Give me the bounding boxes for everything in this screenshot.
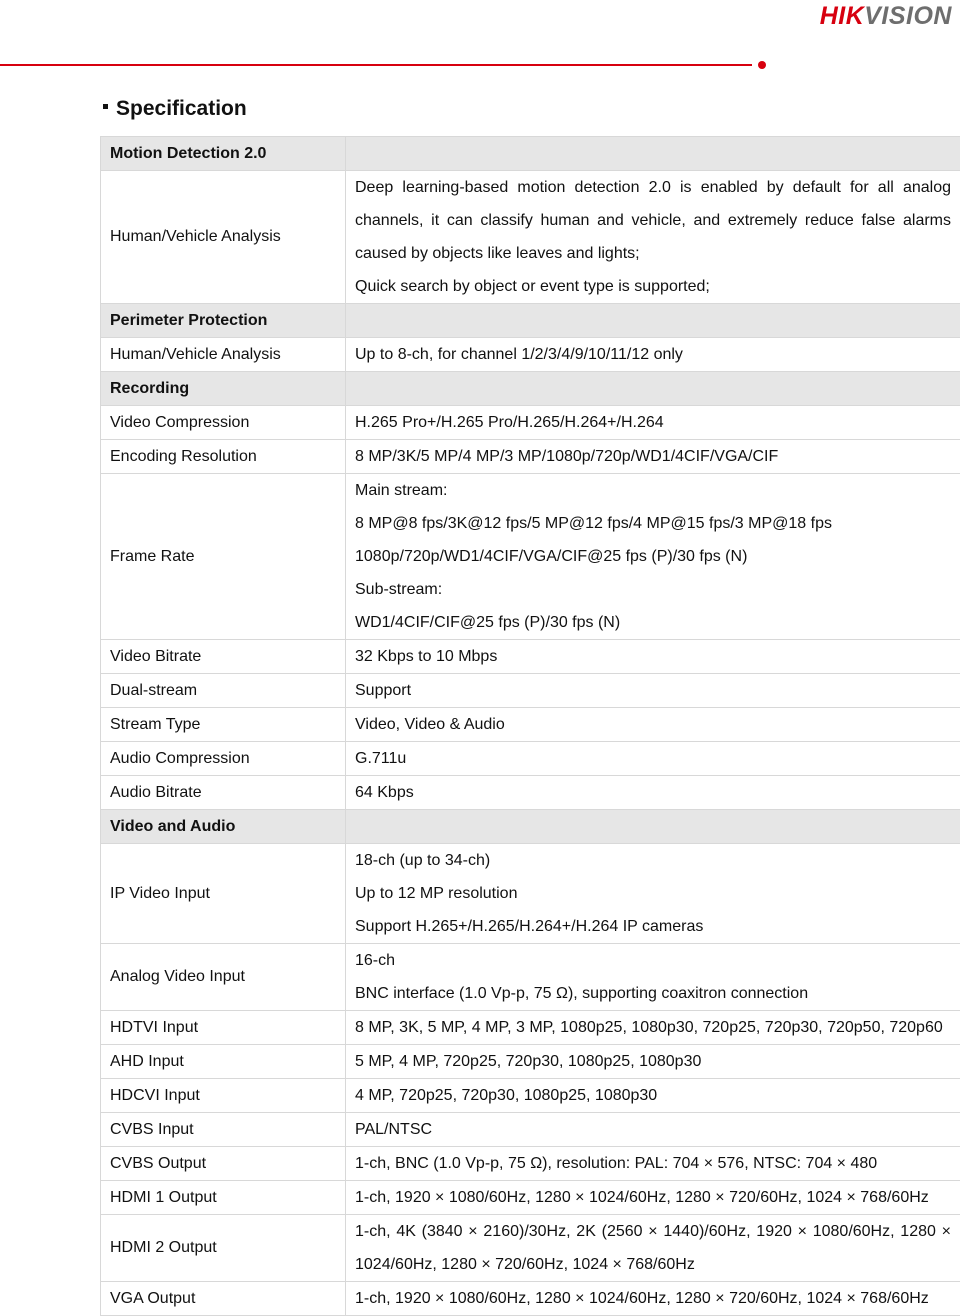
spec-table	[100, 136, 960, 1316]
section-header-title: Video and Audio	[101, 810, 346, 844]
spec-value-line: Up to 12 MP resolution	[355, 877, 951, 910]
spec-label: IP Video Input	[101, 844, 346, 944]
spec-value-line: 8 MP@8 fps/3K@12 fps/5 MP@12 fps/4 MP@15 fps/3 MP@18 fps	[355, 507, 951, 540]
spec-value-line: Up to 8-ch, for channel 1/2/3/4/9/10/11/12 only	[355, 338, 951, 371]
spec-value-line: PAL/NTSC	[355, 1113, 951, 1146]
section-header-motion-detection-2-0	[101, 137, 960, 171]
spec-row-vga-output	[101, 1282, 960, 1316]
spec-value-line: G.711u	[355, 742, 951, 775]
logo-text-hik: HIK	[820, 2, 865, 30]
spec-label: HDTVI Input	[101, 1011, 346, 1045]
spec-row-cvbs-input	[101, 1113, 960, 1147]
spec-row-hdmi-2-output	[101, 1215, 960, 1282]
spec-row-ip-video-input	[101, 844, 960, 944]
spec-value	[346, 844, 960, 944]
spec-row-analog-video-input	[101, 944, 960, 1011]
spec-label: VGA Output	[101, 1282, 346, 1316]
spec-value-line: 1-ch, BNC (1.0 Vp-p, 75 Ω), resolution: PAL: 704 × 576, NTSC: 704 × 480	[355, 1147, 951, 1180]
spec-value	[346, 1282, 960, 1316]
spec-label: Human/Vehicle Analysis	[101, 338, 346, 372]
section-header-blank	[346, 304, 960, 338]
spec-value-line: Video, Video & Audio	[355, 708, 951, 741]
page-title-text: Specification	[116, 97, 247, 120]
spec-value-line: 4 MP, 720p25, 720p30, 1080p25, 1080p30	[355, 1079, 951, 1112]
spec-value	[346, 406, 960, 440]
spec-value	[346, 338, 960, 372]
section-header-title: Perimeter Protection	[101, 304, 346, 338]
spec-row-hdcvi-input	[101, 1079, 960, 1113]
spec-value-line: BNC interface (1.0 Vp-p, 75 Ω), supporting coaxitron connection	[355, 977, 951, 1010]
spec-value	[346, 674, 960, 708]
spec-row-frame-rate	[101, 474, 960, 640]
spec-label: Encoding Resolution	[101, 440, 346, 474]
section-header-perimeter-protection	[101, 304, 960, 338]
spec-value-line: 18-ch (up to 34-ch)	[355, 844, 951, 877]
spec-row-video-compression	[101, 406, 960, 440]
spec-value-line: 8 MP, 3K, 5 MP, 4 MP, 3 MP, 1080p25, 1080p30, 720p25, 720p30, 720p50, 720p60	[355, 1011, 951, 1044]
spec-value-line: 5 MP, 4 MP, 720p25, 720p30, 1080p25, 1080p30	[355, 1045, 951, 1078]
spec-label: HDMI 2 Output	[101, 1215, 346, 1282]
section-header-blank	[346, 137, 960, 171]
spec-value-line: 16-ch	[355, 944, 951, 977]
header-divider	[0, 64, 752, 66]
spec-value	[346, 440, 960, 474]
section-header-title: Motion Detection 2.0	[101, 137, 346, 171]
spec-row-audio-bitrate	[101, 776, 960, 810]
logo-text-vision: VISION	[864, 2, 952, 30]
section-header-recording	[101, 372, 960, 406]
spec-value-line: Sub-stream:	[355, 573, 951, 606]
hikvision-logo	[820, 2, 952, 30]
spec-value-line: 1-ch, 1920 × 1080/60Hz, 1280 × 1024/60Hz, 1280 × 720/60Hz, 1024 × 768/60Hz	[355, 1181, 951, 1214]
spec-value	[346, 776, 960, 810]
spec-label: Audio Bitrate	[101, 776, 346, 810]
spec-value-line: 32 Kbps to 10 Mbps	[355, 640, 951, 673]
spec-row-audio-compression	[101, 742, 960, 776]
spec-label: Human/Vehicle Analysis	[101, 171, 346, 304]
spec-label: CVBS Output	[101, 1147, 346, 1181]
spec-value-paragraph: 1-ch, 4K (3840 × 2160)/30Hz, 2K (2560 × 1440)/60Hz, 1920 × 1080/60Hz, 1280 × 1024/60Hz, 1280 × 720/60Hz, 1024 × 768/60Hz	[355, 1215, 951, 1281]
spec-value	[346, 1079, 960, 1113]
page-title	[103, 96, 247, 122]
section-header-title: Recording	[101, 372, 346, 406]
spec-value-line: 64 Kbps	[355, 776, 951, 809]
header-divider-dot	[758, 61, 766, 69]
spec-value	[346, 1215, 960, 1282]
spec-label: Video Compression	[101, 406, 346, 440]
spec-value	[346, 944, 960, 1011]
spec-value-line: Support	[355, 674, 951, 707]
spec-label: CVBS Input	[101, 1113, 346, 1147]
spec-row-hdtvi-input	[101, 1011, 960, 1045]
spec-row-human-vehicle-analysis	[101, 338, 960, 372]
spec-row-encoding-resolution	[101, 440, 960, 474]
spec-value-line: Main stream:	[355, 474, 951, 507]
spec-row-cvbs-output	[101, 1147, 960, 1181]
spec-label: HDCVI Input	[101, 1079, 346, 1113]
spec-value-paragraph: Deep learning-based motion detection 2.0 is enabled by default for all analog channels, it can classify human and vehicle, and extremely reduce false alarms caused by objects like leaves and lights;	[355, 171, 951, 270]
section-header-video-and-audio	[101, 810, 960, 844]
spec-label: HDMI 1 Output	[101, 1181, 346, 1215]
spec-value-line: 1080p/720p/WD1/4CIF/VGA/CIF@25 fps (P)/30 fps (N)	[355, 540, 951, 573]
spec-label: Stream Type	[101, 708, 346, 742]
spec-label: Frame Rate	[101, 474, 346, 640]
spec-row-video-bitrate	[101, 640, 960, 674]
spec-value	[346, 171, 960, 304]
spec-value	[346, 474, 960, 640]
spec-label: AHD Input	[101, 1045, 346, 1079]
spec-label: Video Bitrate	[101, 640, 346, 674]
spec-value	[346, 708, 960, 742]
spec-row-human-vehicle-analysis	[101, 171, 960, 304]
spec-value	[346, 1011, 960, 1045]
section-header-blank	[346, 372, 960, 406]
spec-row-stream-type	[101, 708, 960, 742]
spec-row-ahd-input	[101, 1045, 960, 1079]
bullet-icon	[103, 104, 108, 109]
spec-value	[346, 1181, 960, 1215]
spec-value	[346, 640, 960, 674]
spec-value	[346, 1113, 960, 1147]
spec-value-line: WD1/4CIF/CIF@25 fps (P)/30 fps (N)	[355, 606, 951, 639]
spec-value-line: H.265 Pro+/H.265 Pro/H.265/H.264+/H.264	[355, 406, 951, 439]
section-header-blank	[346, 810, 960, 844]
spec-value	[346, 1147, 960, 1181]
spec-value-line: Quick search by object or event type is supported;	[355, 270, 951, 303]
spec-value-line: Support H.265+/H.265/H.264+/H.264 IP cameras	[355, 910, 951, 943]
spec-value	[346, 742, 960, 776]
spec-label: Dual-stream	[101, 674, 346, 708]
spec-value-line: 8 MP/3K/5 MP/4 MP/3 MP/1080p/720p/WD1/4CIF/VGA/CIF	[355, 440, 951, 473]
spec-value-line: 1-ch, 1920 × 1080/60Hz, 1280 × 1024/60Hz, 1280 × 720/60Hz, 1024 × 768/60Hz	[355, 1282, 951, 1315]
spec-label: Analog Video Input	[101, 944, 346, 1011]
spec-row-hdmi-1-output	[101, 1181, 960, 1215]
spec-row-dual-stream	[101, 674, 960, 708]
spec-value	[346, 1045, 960, 1079]
spec-label: Audio Compression	[101, 742, 346, 776]
